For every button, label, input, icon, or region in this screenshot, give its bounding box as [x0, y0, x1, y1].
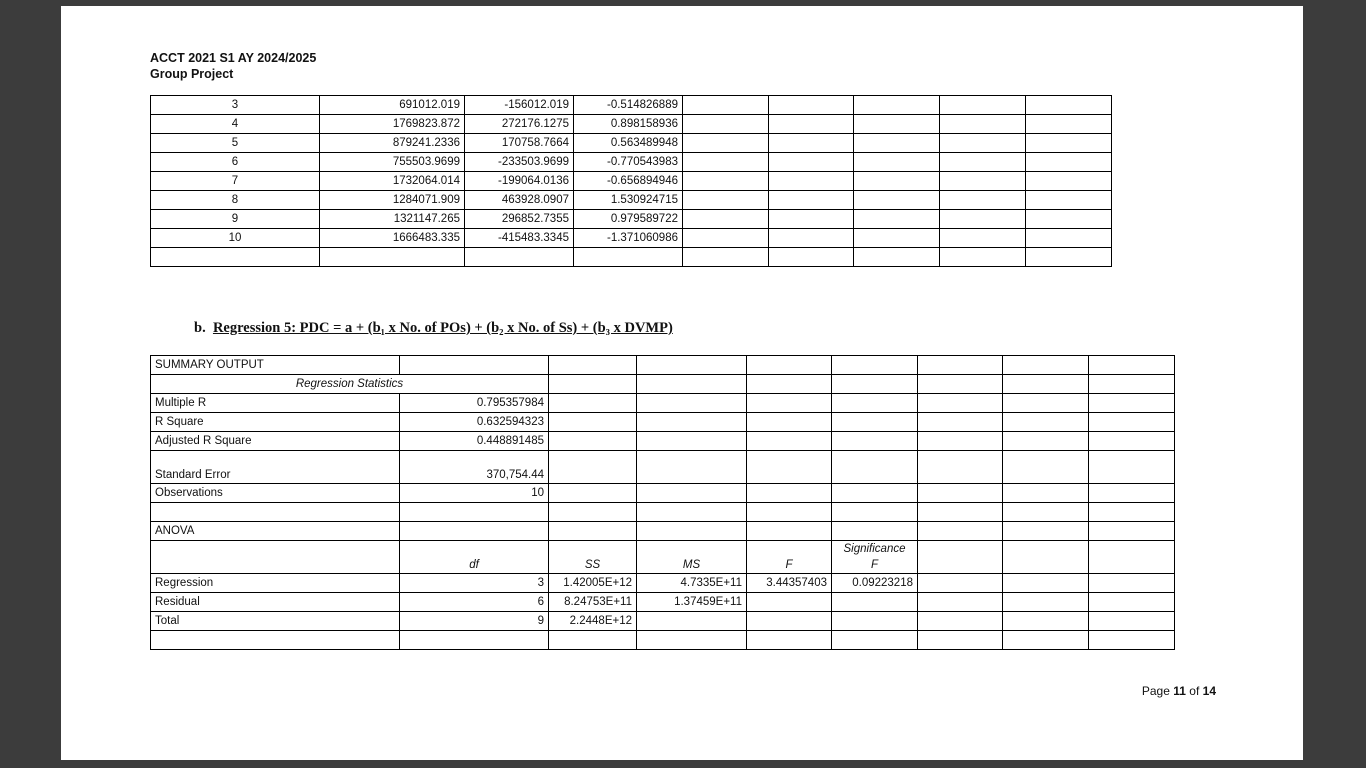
empty-cell — [918, 375, 1003, 394]
empty-cell — [918, 522, 1003, 541]
significance-header-line1: Significance — [843, 543, 906, 555]
observation-cell: 8 — [151, 191, 320, 210]
empty-cell — [1003, 593, 1089, 612]
empty-cell — [747, 503, 832, 522]
empty-cell — [400, 503, 549, 522]
empty-cell — [747, 356, 832, 375]
empty-cell — [683, 191, 769, 210]
table-row — [151, 574, 1175, 593]
section-title: Regression 5: PDC = a + (b₁ x No. of POs) + (b₂ x No. of Ss) + (b₃ x DVMP) — [212, 320, 673, 336]
project-title: Group Project — [150, 67, 234, 81]
empty-cell — [549, 522, 637, 541]
table-row — [151, 356, 1175, 375]
empty-cell — [832, 631, 918, 650]
observation-cell: 4 — [151, 115, 320, 134]
ms-header: MS — [637, 541, 747, 574]
empty-cell — [1003, 451, 1089, 484]
predicted-cell: 1769823.872 — [320, 115, 465, 134]
empty-cell — [1003, 631, 1089, 650]
ms-cell — [637, 612, 747, 631]
empty-cell — [918, 451, 1003, 484]
table-row — [151, 484, 1175, 503]
empty-cell — [637, 394, 747, 413]
table-row — [151, 593, 1175, 612]
anova-row-label: Regression — [151, 574, 400, 593]
empty-cell — [918, 612, 1003, 631]
predicted-cell: 691012.019 — [320, 96, 465, 115]
significance-cell: 0.09223218 — [832, 574, 918, 593]
empty-cell — [854, 172, 940, 191]
empty-cell — [747, 484, 832, 503]
empty-cell — [549, 375, 637, 394]
empty-cell — [1089, 432, 1175, 451]
empty-cell — [918, 541, 1003, 574]
empty-cell — [918, 394, 1003, 413]
empty-cell — [832, 394, 918, 413]
residual-cell: 296852.7355 — [465, 210, 574, 229]
predicted-cell: 1284071.909 — [320, 191, 465, 210]
empty-cell — [1089, 593, 1175, 612]
stat-label: R Square — [151, 413, 400, 432]
df-cell: 3 — [400, 574, 549, 593]
empty-cell — [832, 375, 918, 394]
predicted-cell: 879241.2336 — [320, 134, 465, 153]
empty-cell — [637, 451, 747, 484]
f-header: F — [747, 541, 832, 574]
empty-cell — [854, 115, 940, 134]
significance-cell — [832, 612, 918, 631]
empty-cell — [637, 356, 747, 375]
of-word: of — [1189, 684, 1200, 698]
empty-cell — [918, 593, 1003, 612]
empty-cell — [918, 503, 1003, 522]
empty-cell — [769, 153, 854, 172]
residual-cell: 272176.1275 — [465, 115, 574, 134]
ss-cell: 8.24753E+11 — [549, 593, 637, 612]
empty-cell — [549, 631, 637, 650]
empty-cell — [683, 134, 769, 153]
table-row — [151, 413, 1175, 432]
anova-header-row — [151, 541, 1175, 574]
empty-cell — [1026, 191, 1112, 210]
empty-cell — [683, 172, 769, 191]
empty-cell — [549, 432, 637, 451]
std-residual-cell: -1.371060986 — [574, 229, 683, 248]
observation-cell: 3 — [151, 96, 320, 115]
residual-cell: 463928.0907 — [465, 191, 574, 210]
course-title: ACCT 2021 S1 AY 2024/2025 — [150, 51, 317, 65]
empty-cell — [854, 210, 940, 229]
significance-f-header — [832, 541, 918, 574]
empty-cell — [1003, 541, 1089, 574]
empty-cell — [465, 248, 574, 267]
empty-cell — [832, 432, 918, 451]
table-row — [151, 172, 1112, 191]
empty-cell — [1089, 451, 1175, 484]
df-header: df — [400, 541, 549, 574]
section-letter: b. — [194, 320, 206, 336]
empty-cell — [683, 115, 769, 134]
empty-cell — [1003, 484, 1089, 503]
table-row — [151, 432, 1175, 451]
empty-cell — [1003, 612, 1089, 631]
stat-label: Observations — [151, 484, 400, 503]
significance-header-line2: F — [870, 559, 879, 571]
anova-row-label: Residual — [151, 593, 400, 612]
residual-output-table — [150, 95, 1112, 267]
empty-cell — [940, 191, 1026, 210]
empty-cell — [1089, 413, 1175, 432]
empty-cell — [1026, 210, 1112, 229]
empty-cell — [637, 484, 747, 503]
table-row — [151, 394, 1175, 413]
empty-cell — [918, 631, 1003, 650]
observation-cell: 10 — [151, 229, 320, 248]
empty-cell — [940, 248, 1026, 267]
stat-value: 370,754.44 — [400, 451, 549, 484]
empty-cell — [400, 631, 549, 650]
residual-cell: -415483.3345 — [465, 229, 574, 248]
df-cell: 6 — [400, 593, 549, 612]
empty-cell — [320, 248, 465, 267]
empty-cell — [637, 503, 747, 522]
empty-cell — [549, 503, 637, 522]
table-row — [151, 191, 1112, 210]
empty-cell — [1026, 153, 1112, 172]
std-residual-cell: -0.656894946 — [574, 172, 683, 191]
empty-cell — [1003, 375, 1089, 394]
empty-cell — [1003, 503, 1089, 522]
empty-cell — [1003, 356, 1089, 375]
empty-cell — [769, 210, 854, 229]
anova-row-label: Total — [151, 612, 400, 631]
predicted-cell: 1321147.265 — [320, 210, 465, 229]
residual-cell: -199064.0136 — [465, 172, 574, 191]
empty-cell — [1089, 356, 1175, 375]
summary-output-label: SUMMARY OUTPUT — [151, 356, 400, 375]
empty-cell — [854, 134, 940, 153]
table-row — [151, 96, 1112, 115]
current-page: 11 — [1173, 684, 1186, 698]
empty-cell — [1089, 503, 1175, 522]
empty-cell — [400, 522, 549, 541]
f-cell: 3.44357403 — [747, 574, 832, 593]
empty-cell — [549, 356, 637, 375]
std-residual-cell: 1.530924715 — [574, 191, 683, 210]
empty-cell — [769, 134, 854, 153]
document-page — [61, 6, 1303, 760]
stat-label: Adjusted R Square — [151, 432, 400, 451]
empty-cell — [832, 503, 918, 522]
empty-cell — [1089, 612, 1175, 631]
empty-cell — [683, 210, 769, 229]
stat-label: Standard Error — [151, 451, 400, 484]
std-residual-cell: 0.563489948 — [574, 134, 683, 153]
total-pages: 14 — [1202, 684, 1216, 698]
empty-cell — [747, 522, 832, 541]
empty-cell — [832, 356, 918, 375]
empty-cell — [1026, 96, 1112, 115]
empty-cell — [940, 96, 1026, 115]
f-cell — [747, 593, 832, 612]
table-row — [151, 631, 1175, 650]
table-row — [151, 612, 1175, 631]
summary-output-table — [150, 355, 1175, 650]
empty-cell — [1089, 394, 1175, 413]
ss-cell: 1.42005E+12 — [549, 574, 637, 593]
df-cell: 9 — [400, 612, 549, 631]
table-row — [151, 134, 1112, 153]
empty-cell — [747, 451, 832, 484]
empty-cell — [1026, 134, 1112, 153]
std-residual-cell: -0.770543983 — [574, 153, 683, 172]
empty-cell — [940, 115, 1026, 134]
empty-cell — [854, 96, 940, 115]
empty-cell — [1003, 413, 1089, 432]
empty-cell — [854, 229, 940, 248]
empty-cell — [683, 229, 769, 248]
empty-cell — [1089, 574, 1175, 593]
empty-cell — [747, 375, 832, 394]
empty-cell — [769, 229, 854, 248]
empty-cell — [549, 394, 637, 413]
empty-cell — [151, 248, 320, 267]
empty-cell — [151, 541, 400, 574]
empty-cell — [854, 153, 940, 172]
empty-cell — [918, 574, 1003, 593]
empty-cell — [637, 375, 747, 394]
ms-cell: 1.37459E+11 — [637, 593, 747, 612]
empty-cell — [549, 451, 637, 484]
anova-label: ANOVA — [151, 522, 400, 541]
table-row — [151, 375, 1175, 394]
empty-cell — [1089, 375, 1175, 394]
page-word: Page — [1141, 684, 1170, 698]
empty-cell — [940, 153, 1026, 172]
stat-value: 10 — [400, 484, 549, 503]
table-row — [151, 503, 1175, 522]
std-residual-cell: 0.898158936 — [574, 115, 683, 134]
empty-cell — [1003, 574, 1089, 593]
empty-cell — [832, 484, 918, 503]
empty-cell — [683, 248, 769, 267]
empty-cell — [747, 394, 832, 413]
table-row — [151, 229, 1112, 248]
empty-cell — [151, 503, 400, 522]
empty-cell — [769, 96, 854, 115]
empty-cell — [1026, 229, 1112, 248]
empty-cell — [574, 248, 683, 267]
empty-cell — [747, 631, 832, 650]
empty-cell — [940, 172, 1026, 191]
empty-cell — [1003, 432, 1089, 451]
residual-cell: 170758.7664 — [465, 134, 574, 153]
section-heading — [194, 320, 673, 337]
std-residual-cell: -0.514826889 — [574, 96, 683, 115]
empty-cell — [918, 432, 1003, 451]
f-cell — [747, 612, 832, 631]
empty-cell — [832, 451, 918, 484]
empty-cell — [1003, 394, 1089, 413]
stat-label: Multiple R — [151, 394, 400, 413]
stat-value: 0.795357984 — [400, 394, 549, 413]
empty-cell — [1089, 541, 1175, 574]
std-residual-cell: 0.979589722 — [574, 210, 683, 229]
empty-cell — [637, 413, 747, 432]
empty-cell — [918, 356, 1003, 375]
empty-cell — [683, 153, 769, 172]
observation-cell: 7 — [151, 172, 320, 191]
empty-cell — [747, 432, 832, 451]
table-row — [151, 115, 1112, 134]
observation-cell: 5 — [151, 134, 320, 153]
empty-cell — [940, 210, 1026, 229]
empty-cell — [854, 191, 940, 210]
empty-cell — [637, 432, 747, 451]
empty-cell — [769, 191, 854, 210]
empty-cell — [400, 356, 549, 375]
empty-cell — [637, 631, 747, 650]
document-header — [150, 50, 316, 82]
observation-cell: 6 — [151, 153, 320, 172]
empty-cell — [918, 413, 1003, 432]
predicted-cell: 1732064.014 — [320, 172, 465, 191]
empty-cell — [918, 484, 1003, 503]
ss-header: SS — [549, 541, 637, 574]
empty-cell — [1026, 172, 1112, 191]
table-row — [151, 248, 1112, 267]
empty-cell — [1089, 484, 1175, 503]
empty-cell — [769, 248, 854, 267]
empty-cell — [1003, 522, 1089, 541]
empty-cell — [832, 413, 918, 432]
ms-cell: 4.7335E+11 — [637, 574, 747, 593]
empty-cell — [940, 134, 1026, 153]
ss-cell: 2.2448E+12 — [549, 612, 637, 631]
empty-cell — [549, 484, 637, 503]
stat-value: 0.632594323 — [400, 413, 549, 432]
predicted-cell: 755503.9699 — [320, 153, 465, 172]
empty-cell — [683, 96, 769, 115]
empty-cell — [1026, 115, 1112, 134]
empty-cell — [549, 413, 637, 432]
empty-cell — [1089, 522, 1175, 541]
empty-cell — [151, 631, 400, 650]
empty-cell — [1089, 631, 1175, 650]
table-row — [151, 522, 1175, 541]
empty-cell — [769, 115, 854, 134]
significance-cell — [832, 593, 918, 612]
empty-cell — [1026, 248, 1112, 267]
empty-cell — [832, 522, 918, 541]
regression-statistics-label: Regression Statistics — [151, 375, 549, 394]
empty-cell — [854, 248, 940, 267]
residual-cell: -156012.019 — [465, 96, 574, 115]
table-row — [151, 153, 1112, 172]
empty-cell — [637, 522, 747, 541]
observation-cell: 9 — [151, 210, 320, 229]
stat-value: 0.448891485 — [400, 432, 549, 451]
empty-cell — [940, 229, 1026, 248]
page-number — [1142, 684, 1216, 698]
table-row — [151, 210, 1112, 229]
predicted-cell: 1666483.335 — [320, 229, 465, 248]
residual-cell: -233503.9699 — [465, 153, 574, 172]
table-row — [151, 451, 1175, 484]
empty-cell — [769, 172, 854, 191]
empty-cell — [747, 413, 832, 432]
